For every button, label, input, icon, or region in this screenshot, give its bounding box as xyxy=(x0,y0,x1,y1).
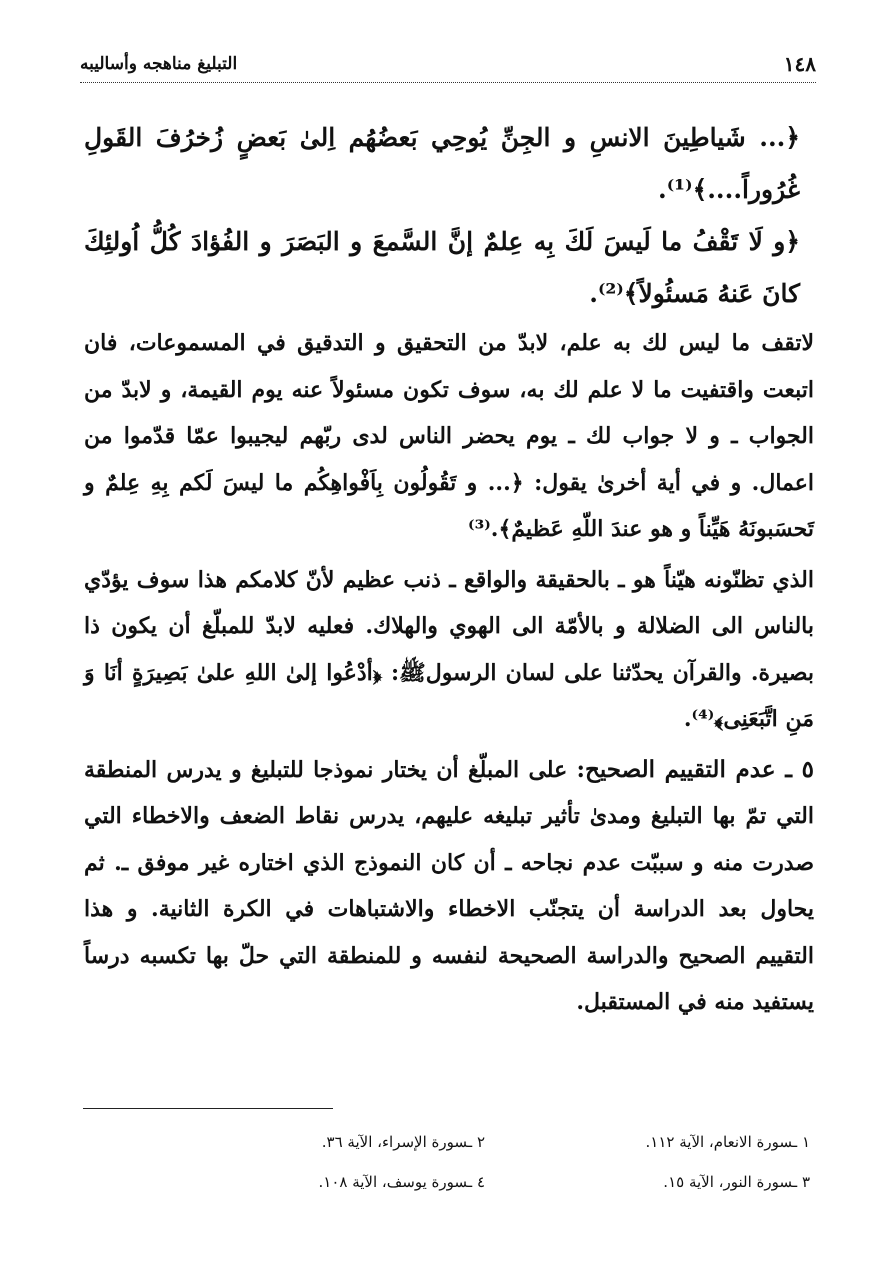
section-text: على المبلّغ أن يختار نموذجا للتبليغ و يدرس المنطقة التي تمّ بها التبليغ ومدىٰ تأثير تبليغه عليهم، يدرس نقاط الضعف والاخطاء التي صدرت منه و سببّت عدم نجاحه ـ أن كان النموذج الذي اختاره غير موفق ـ. ثم يحاول بعد الدراسة أن يتجنّب الاخطاء والاشتباهات في الكرة الثانية. و هذا التقييم الصحيح والدراسة الصحيحة لنفسه و للمنطقة التي حلّ بها تكسبه درساً يستفيد منه في المستقبل. xyxy=(84,756,814,1015)
section-heading: ٥ ـ عدم التقييم الصحيح: xyxy=(576,755,814,783)
footnote-2: ٢ ـسورة الإسراء، الآية ٣٦. xyxy=(321,1133,485,1151)
quran-verse-2: ﴿و لَا تَقْفُ ما لَيسَ لَكَ بِه عِلمٌ إنَّ السَّمعَ و البَصَرَ و الفُؤادَ كُلُّ اُولئِكَ كانَ عَنهُ مَسئُولاً﴾⁽²⁾. xyxy=(84,227,800,308)
footnote-1: ١ ـسورة الانعام، الآية ١١٢. xyxy=(645,1133,810,1151)
footnote-4: ٤ ـسورة يوسف، الآية ١٠٨. xyxy=(318,1173,485,1191)
paragraph-1: لاتقف ما ليس لك به علم، لابدّ من التحقيق و التدقيق في المسموعات، فان اتبعت واقتفيت ما لا علم لك به، سوف تكون مسئولاً عنه يوم القيمة، و لابدّ من الجواب ـ و لا جواب لك ـ يوم يحضر الناس لدى ربّهم ليجيبوا عمّا قدّموا من اعمال. و في أية أخرىٰ يقول: ﴿... و تَقُولُون بِاَفْواهِكُم ما ليسَ لَكم بِهِ عِلمٌ و تَحسَبونَهُ هَيِّناً و هو عندَ اللّهِ عَظيمٌ﴾.⁽³⁾ xyxy=(84,330,814,542)
footnotes xyxy=(160,1122,810,1202)
quran-verse-1: ﴿... شَياطِينَ الانسِ و الجِنِّ يُوحِي بَعضُهُم اِلیٰ بَعضٍ زُخرُفَ القَولِ غُرُوراً....﴾⁽¹⁾. xyxy=(84,123,800,204)
page-header xyxy=(80,48,816,83)
page-body xyxy=(84,112,814,1026)
page-number: ١٤٨ xyxy=(776,52,816,76)
footnote-3: ٣ ـسورة النور، الآية ١٥. xyxy=(663,1173,810,1191)
footnote-rule xyxy=(83,1108,333,1109)
paragraph-3 xyxy=(84,747,814,1026)
running-title: التبليغ مناهجه وأساليبه xyxy=(80,54,245,74)
paragraph-2: الذي تظنّونه هيّناً هو ـ بالحقيقة والواقع ـ ذنب عظيم لأنّ كلامكم هذا سوف يؤدّي بالناس الى الضلالة و بالأمّة الى الهوي والهلاك. فعليه لابدّ للمبلّغ أن يكون ذا بصيرة. والقرآن يحدّثنا على لسان الرسولﷺ: ﴿أدْعُوا إلیٰ اللهِ علیٰ بَصِيرَةٍ أنَا وَ مَنِ اتَّبَعَنِی﴾⁽⁴⁾. xyxy=(84,566,814,732)
